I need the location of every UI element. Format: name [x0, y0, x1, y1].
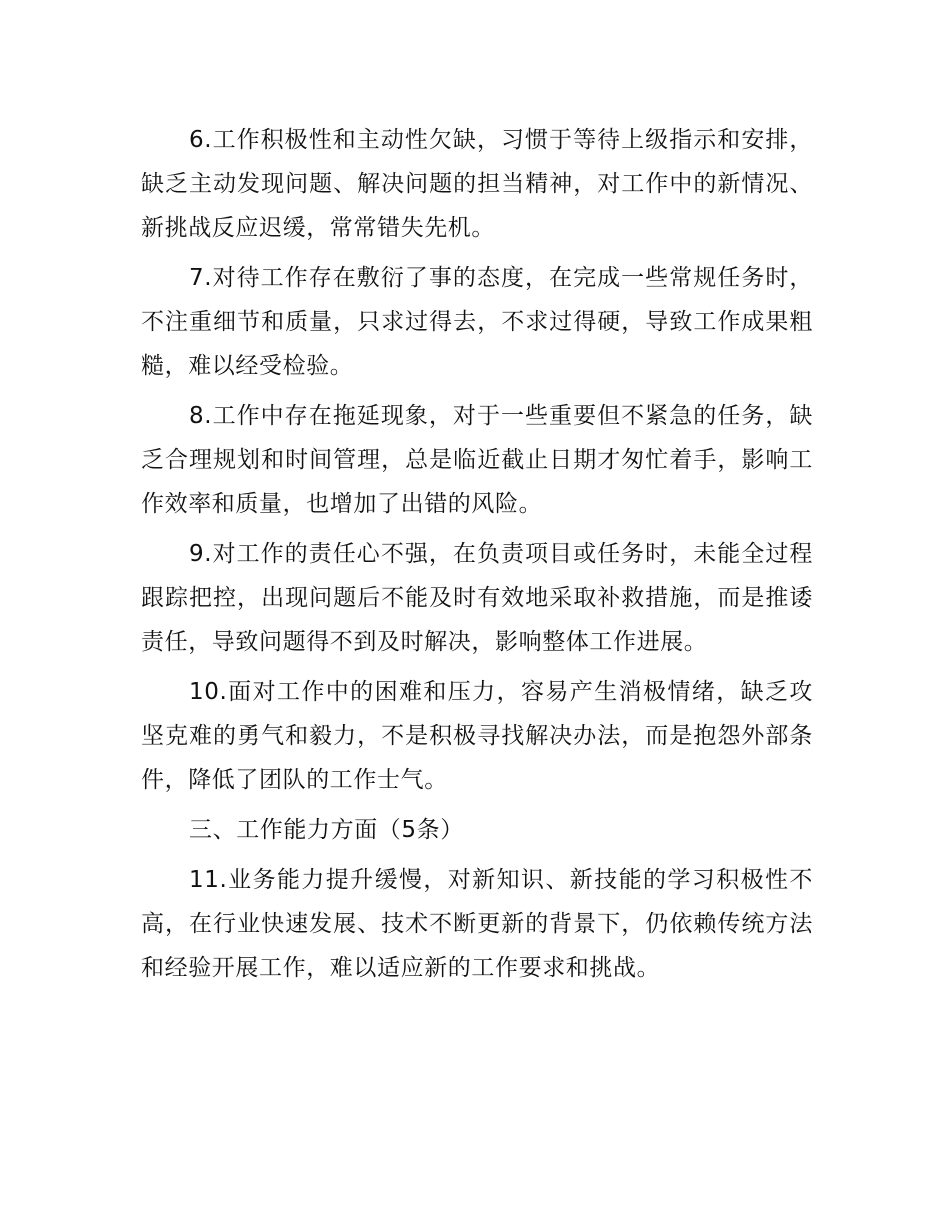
paragraph-item-7: 7.对待工作存在敷衍了事的态度，在完成一些常规任务时，不注重细节和质量，只求过得去，不求过得硬，导致工作成果粗糙，难以经受检验。 — [141, 265, 813, 379]
paragraph-item-10: 10.面对工作中的困难和压力，容易产生消极情绪，缺乏攻坚克难的勇气和毅力，不是积极寻找解决办法，而是抱怨外部条件，降低了团队的工作士气。 — [141, 679, 813, 793]
paragraph-item-9: 9.对工作的责任心不强，在负责项目或任务时，未能全过程跟踪把控，出现问题后不能及时有效地采取补救措施，而是推诿责任，导致问题得不到及时解决，影响整体工作进展。 — [141, 541, 813, 655]
paragraph-item-11: 11.业务能力提升缓慢，对新知识、新技能的学习积极性不高，在行业快速发展、技术不断更新的背景下，仍依赖传统方法和经验开展工作，难以适应新的工作要求和挑战。 — [141, 867, 813, 981]
document-body — [141, 118, 813, 996]
paragraph-item-6: 6.工作积极性和主动性欠缺，习惯于等待上级指示和安排，缺乏主动发现问题、解决问题的担当精神，对工作中的新情况、新挑战反应迟缓，常常错失先机。 — [141, 127, 813, 241]
paragraph-item-8: 8.工作中存在拖延现象，对于一些重要但不紧急的任务，缺乏合理规划和时间管理，总是临近截止日期才匆忙着手，影响工作效率和质量，也增加了出错的风险。 — [141, 403, 813, 517]
section-heading: 三、工作能力方面（5条） — [189, 817, 464, 843]
